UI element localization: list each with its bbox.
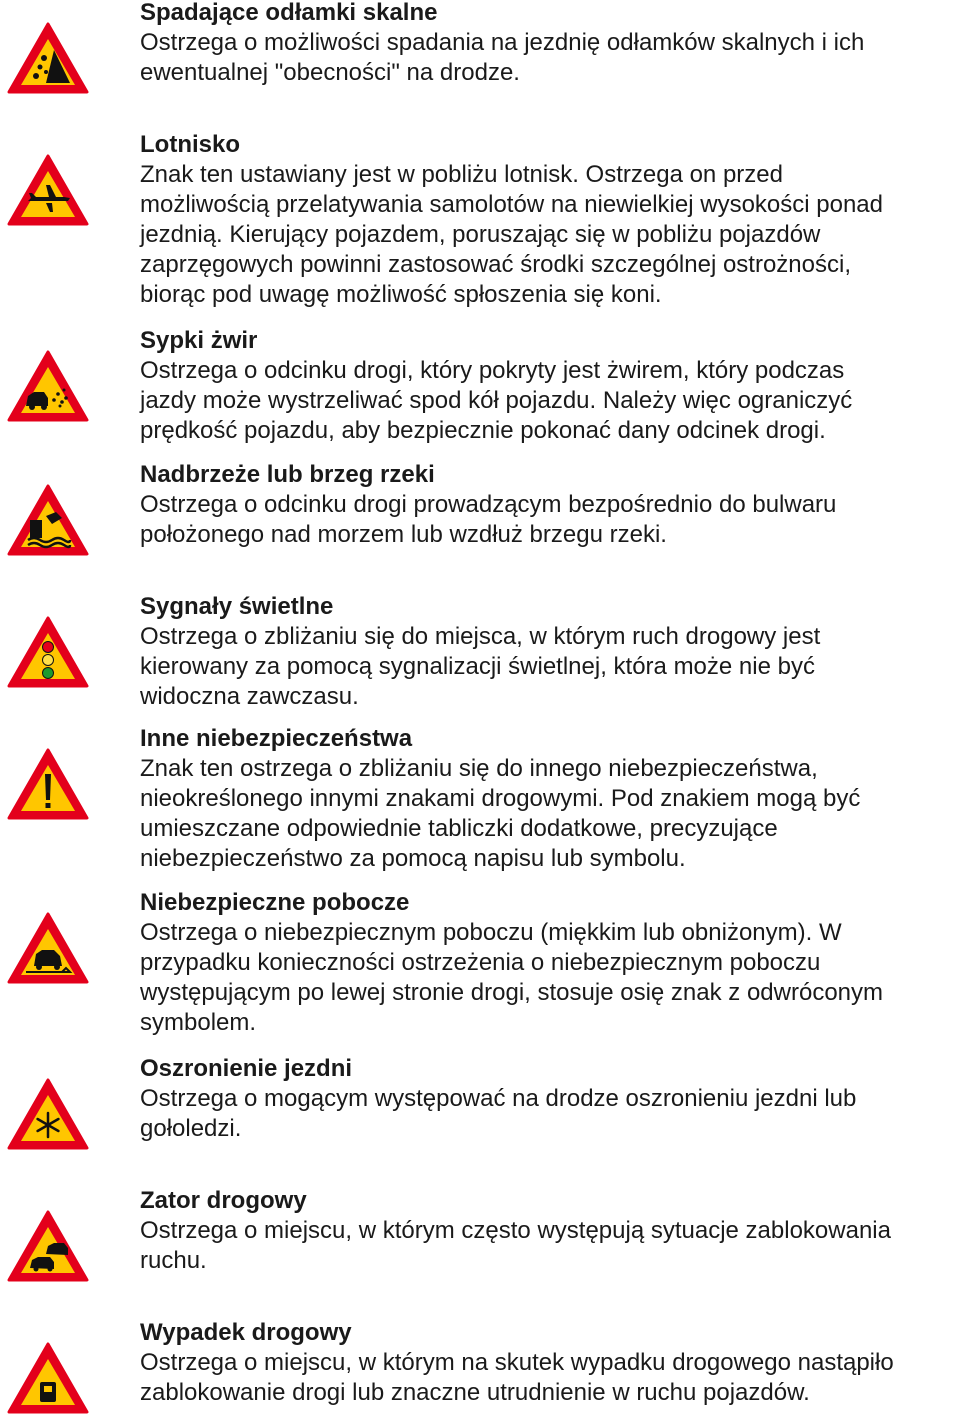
entry-line: umieszczane odpowiednie tabliczki dodatkowe, precyzujące <box>140 815 778 842</box>
entry-line: możliwością przelatywania samolotów na niewielkiej wysokości ponad <box>140 191 884 218</box>
entry-title: Zator drogowy <box>140 1187 307 1214</box>
entry-loose-gravel <box>140 326 958 446</box>
entry-line: widoczna zawczasu. <box>140 683 359 710</box>
entry-line: Znak ten ostrzega o zbliżaniu się do innego niebezpieczeństwa, <box>140 755 818 782</box>
entry-line: prędkość pojazdu, aby bezpiecznie pokonać dany odcinek drogi. <box>140 417 826 444</box>
entry-line: jazdy może wystrzeliwać spod kół pojazdu. Należy więc ograniczyć <box>140 387 853 414</box>
entry-line: położonego nad morzem lub wzdłuż brzegu rzeki. <box>140 521 667 548</box>
entry-airport <box>140 130 958 310</box>
dangerous-shoulder-sign-icon <box>6 910 90 986</box>
entry-line: jezdnią. Kierujący pojazdem, poruszając się w pobliżu pojazdów <box>140 221 821 248</box>
entry-line: ewentualnej "obecności" na drodze. <box>140 59 520 86</box>
quayside-sign-icon <box>6 482 90 558</box>
entry-line: niebezpieczeństwo za pomocą napisu lub symbolu. <box>140 845 686 872</box>
entry-line: występującym po lewej stronie drogi, stosuje osię znak z odwróconym <box>140 979 884 1006</box>
entry-line: Ostrzega o miejscu, w którym na skutek wypadku drogowego nastąpiło <box>140 1349 894 1376</box>
entry-dangerous-shoulder <box>140 888 958 1038</box>
entry-other-danger <box>140 724 958 874</box>
road-accident-sign-icon <box>6 1340 90 1416</box>
entry-title: Oszronienie jezdni <box>140 1055 353 1082</box>
loose-gravel-sign-icon <box>6 348 90 424</box>
entry-line: Ostrzega o zbliżaniu się do miejsca, w którym ruch drogowy jest <box>140 623 821 650</box>
entry-line: gołoledzi. <box>140 1115 242 1142</box>
entry-title: Niebezpieczne pobocze <box>140 889 410 916</box>
entry-title: Wypadek drogowy <box>140 1319 352 1346</box>
entry-title: Lotnisko <box>140 131 240 158</box>
entry-line: ruchu. <box>140 1247 207 1274</box>
entry-line: symbolem. <box>140 1009 257 1036</box>
entry-line: nieokreślonego innymi znakami drogowymi. Pod znakiem mogą być <box>140 785 861 812</box>
airport-sign-icon <box>6 152 90 228</box>
entry-line: Znak ten ustawiany jest w pobliżu lotnisk. Ostrzega on przed <box>140 161 783 188</box>
entry-title: Sygnały świetlne <box>140 593 334 620</box>
entry-line: Ostrzega o mogącym występować na drodze oszronieniu jezdni lub <box>140 1085 857 1112</box>
entry-line: Ostrzega o miejscu, w którym często występują sytuacje zablokowania <box>140 1217 891 1244</box>
entry-line: zaprzęgowych powinni zastosować środki szczególnej ostrożności, <box>140 251 851 278</box>
traffic-lights-sign-icon <box>6 614 90 690</box>
entry-line: kierowany za pomocą sygnalizacji świetlnej, która może nie być <box>140 653 815 680</box>
entry-line: Ostrzega o niebezpiecznym poboczu (miękkim lub obniżonym). W <box>140 919 842 946</box>
entry-traffic-jam <box>140 1186 958 1276</box>
entry-traffic-lights <box>140 592 958 712</box>
entry-title: Spadające odłamki skalne <box>140 0 438 26</box>
entry-line: przypadku konieczności ostrzeżenia o niebezpiecznym poboczu <box>140 949 821 976</box>
entry-road-accident <box>140 1318 958 1408</box>
entry-line: zablokowanie drogi lub znaczne utrudnienie w ruchu pojazdów. <box>140 1379 810 1406</box>
entry-line: Ostrzega o możliwości spadania na jezdnię odłamków skalnych i ich <box>140 29 865 56</box>
icy-road-sign-icon <box>6 1076 90 1152</box>
traffic-jam-sign-icon <box>6 1208 90 1284</box>
entry-line: biorąc pod uwagę możliwość spłoszenia się koni. <box>140 281 662 308</box>
entry-line: Ostrzega o odcinku drogi prowadzącym bezpośrednio do bulwaru <box>140 491 837 518</box>
entry-icy-road <box>140 1054 958 1144</box>
entry-falling-rocks <box>140 0 958 88</box>
entry-quayside <box>140 460 958 550</box>
falling-rocks-sign-icon <box>6 20 90 96</box>
other-danger-sign-icon <box>6 746 90 822</box>
entry-title: Nadbrzeże lub brzeg rzeki <box>140 461 435 488</box>
entry-title: Sypki żwir <box>140 327 258 354</box>
entry-line: Ostrzega o odcinku drogi, który pokryty jest żwirem, który podczas <box>140 357 845 384</box>
entry-title: Inne niebezpieczeństwa <box>140 725 413 752</box>
